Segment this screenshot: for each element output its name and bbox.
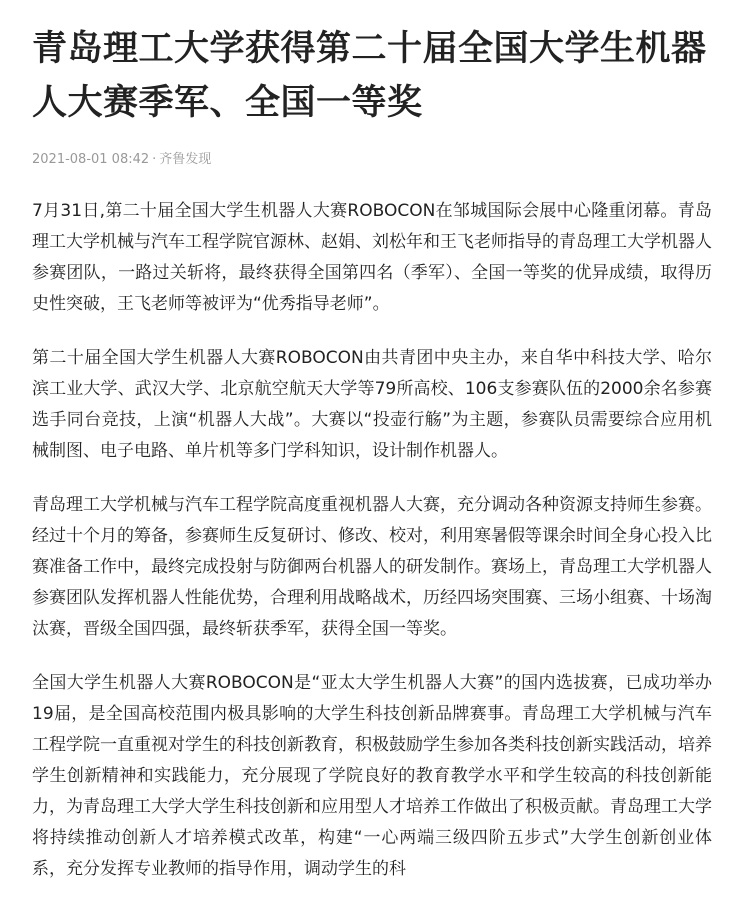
paragraph: 全国大学生机器人大赛ROBOCON是“亚太大学生机器人大赛”的国内选拔赛，已成功举办19届，是全国高校范围内极具影响的大学生科技创新品牌赛事。青岛理工大学机械与汽车工程学院一直重视对学生的科技创新教育，积极鼓励学生参加各类科技创新实践活动，培养学生创新精神和实践能力，充分展现了学院良好的教育教学水平和学生较高的科技创新能力，为青岛理工大学大学生科技创新和应用型人才培养工作做出了积极贡献。青岛理工大学将持续推动创新人才培养模式改革，构建“一心两端三级四阶五步式”大学生创新创业体系，充分发挥专业教师的指导作用，调动学生的科: [32, 673, 712, 879]
paragraph: 青岛理工大学机械与汽车工程学院高度重视机器人大赛，充分调动各种资源支持师生参赛。经过十个月的筹备，参赛师生反复研讨、修改、校对，利用寒暑假等课余时间全身心投入比赛准备工作中，最终完成投射与防御两台机器人的研发制作。赛场上，青岛理工大学机器人参赛团队发挥机器人性能优势，合理利用战略战术，历经四场突围赛、三场小组赛、十场淘汰赛，晋级全国四强，最终斩获季军，获得全国一等奖。: [32, 495, 712, 639]
source-link[interactable]: 齐鲁发现: [159, 152, 212, 167]
paragraph: 7月31日,第二十届全国大学生机器人大赛ROBOCON在邹城国际会展中心隆重闭幕。青岛理工大学机械与汽车工程学院官源林、赵娟、刘松年和王飞老师指导的青岛理工大学机器人参赛团队，一路过关斩将，最终获得全国第四名（季军）、全国一等奖的优异成绩，取得历史性突破，王飞老师等被评为“优秀指导老师”。: [32, 201, 712, 314]
article-title: 青岛理工大学获得第二十届全国大学生机器人大赛季军、全国一等奖: [32, 29, 707, 123]
article-meta: [32, 150, 712, 170]
article: [32, 0, 712, 908]
paragraph: 第二十届全国大学生机器人大赛ROBOCON由共青团中央主办，来自华中科技大学、哈尔滨工业大学、武汉大学、北京航空航天大学等79所高校、106支参赛队伍的2000余名参赛选手同台竞技，上演“机器人大战”。大赛以“投壶行觞”为主题，参赛队员需要综合应用机械制图、电子电路、单片机等多门学科知识，设计制作机器人。: [32, 348, 712, 461]
publish-datetime: 2021-08-01 08:42: [32, 152, 150, 167]
article-body: [32, 196, 712, 885]
meta-separator: ·: [152, 152, 157, 167]
